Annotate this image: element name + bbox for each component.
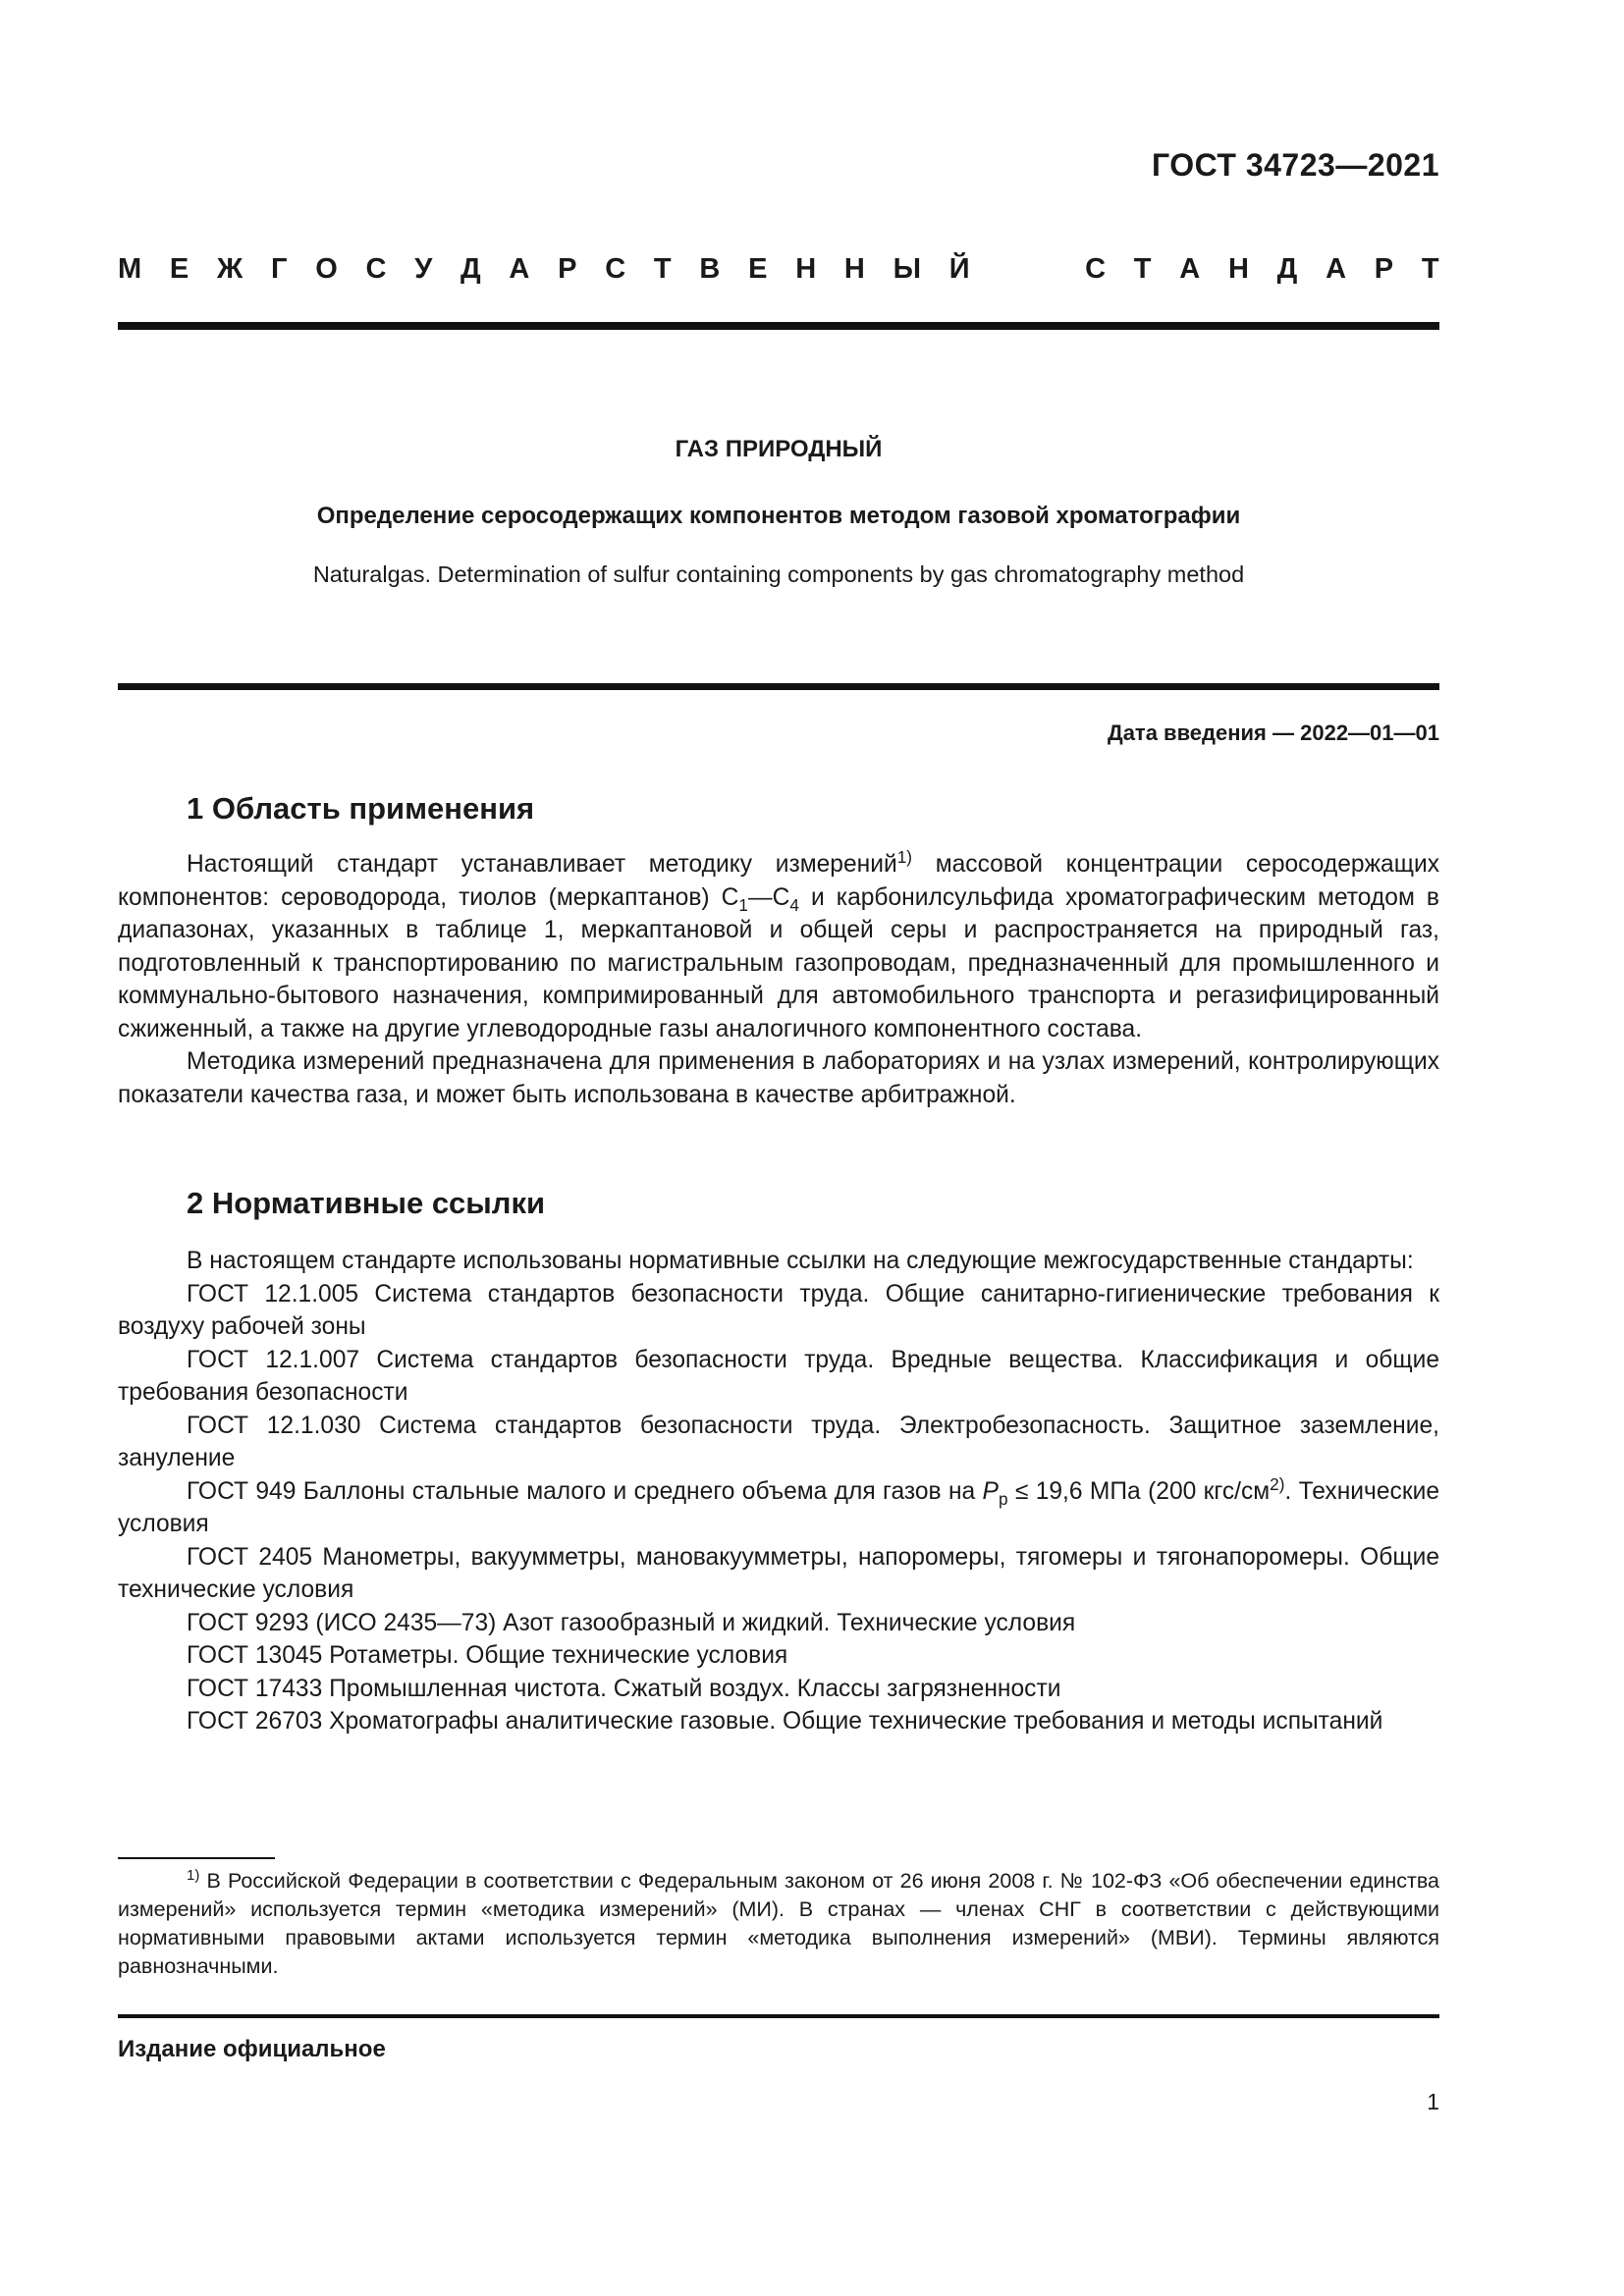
subscript: 1 — [738, 894, 748, 915]
standard-type-letter: Д — [460, 253, 481, 285]
standard-type-letter: Р — [1374, 253, 1394, 285]
symbol-p: P — [982, 1477, 999, 1505]
standard-type-letter: У — [414, 253, 433, 285]
footnote-separator — [118, 1857, 275, 1859]
page-number: 1 — [1427, 2089, 1439, 2114]
normative-reference: ГОСТ 9293 (ИСО 2435—73) Азот газообразный и жидкий. Технические условия — [187, 1609, 1076, 1636]
footnote-ref[interactable]: 1) — [896, 846, 913, 867]
standard-type-letter: Т — [653, 253, 672, 285]
section-2-intro: В настоящем стандарте использованы нормативные ссылки на следующие межгосударственные стандарты: — [187, 1248, 1414, 1274]
standard-type-letter: Т — [1421, 253, 1439, 285]
standard-type-letter: М — [118, 253, 142, 285]
text-run: Настоящий стандарт устанавливает методику измерений — [187, 851, 897, 878]
standard-type-letter: Й — [948, 253, 970, 285]
standard-type-letter: С — [605, 253, 626, 285]
normative-reference — [118, 1475, 1439, 1541]
standard-type-letter: А — [1179, 253, 1201, 285]
section-2-heading: 2 Нормативные ссылки — [187, 1186, 546, 1220]
standard-type-letter: О — [315, 253, 338, 285]
standard-type-letter: Г — [270, 253, 288, 285]
text-run: —С — [747, 883, 790, 911]
normative-reference: ГОСТ 12.1.007 Система стандартов безопасности труда. Вредные вещества. Классификация и общие требования безопасности — [118, 1346, 1439, 1406]
normative-reference: ГОСТ 13045 Ротаметры. Общие технические условия — [187, 1642, 788, 1669]
normative-reference: ГОСТ 12.1.005 Система стандартов безопасности труда. Общие санитарно-гигиенические требования к воздуху рабочей зоны — [118, 1280, 1439, 1340]
standard-type-letter: Н — [1227, 253, 1249, 285]
document-title-english: Naturalgas. Determination of sulfur containing components by gas chromatography method — [312, 561, 1245, 587]
document-number: ГОСТ 34723—2021 — [1151, 147, 1439, 183]
subscript: р — [998, 1488, 1008, 1509]
section-1-heading: 1 Область применения — [187, 791, 535, 826]
text-run: ГОСТ 949 Баллоны стальные малого и среднего объема для газов на — [187, 1477, 983, 1505]
section-1-body — [118, 848, 1439, 1111]
section-2-body — [118, 1245, 1439, 1738]
standard-type-letter: А — [1326, 253, 1347, 285]
text-run: ≤ 19,6 МПа (200 кгс/см — [1007, 1477, 1271, 1505]
document-subtitle: Определение серосодержащих компонентов методом газовой хроматографии — [316, 503, 1241, 529]
subscript: 4 — [789, 894, 799, 915]
standard-type-letter: Т — [1133, 253, 1152, 285]
standard-type-letter: Н — [795, 253, 817, 285]
text-run: . Технические условия — [118, 1477, 1439, 1537]
standard-type-letter: Н — [843, 253, 865, 285]
standard-type-letter: Ж — [217, 253, 244, 285]
standard-type-letter: Д — [1276, 253, 1298, 285]
footnote-marker: 1) — [187, 1866, 200, 1884]
document-page — [118, 0, 1439, 2296]
normative-reference: ГОСТ 2405 Манометры, вакуумметры, мановакуумметры, напоромеры, тягомеры и тягонапоромеры. Общие технические условия — [118, 1543, 1439, 1603]
introduction-date: Дата введения — 2022—01—01 — [1108, 721, 1439, 745]
standard-type-title — [118, 253, 1439, 286]
normative-reference: ГОСТ 17433 Промышленная чистота. Сжатый воздух. Классы загрязненности — [187, 1675, 1061, 1702]
standard-type-letter: А — [509, 253, 530, 285]
edition-label: Издание официальное — [118, 2036, 386, 2062]
text-run: В Российской Федерации в соответствии с Федеральным законом от 26 июня 2008 г. № 102-ФЗ «Об обеспечении единства измерений» используется термин «методика измерений» (МИ). В странах — членах СНГ в соответствии с действующими нормативными правовыми актами используется термин «методика выполнения измерений» (МВИ). Термины являются равнозначными. — [118, 1869, 1439, 1978]
superscript: 2) — [1270, 1473, 1285, 1494]
standard-type-letter: Е — [169, 253, 189, 285]
standard-type-letter: Е — [748, 253, 768, 285]
normative-reference: ГОСТ 12.1.030 Система стандартов безопасности труда. Электробезопасность. Защитное заземление, зануление — [118, 1412, 1439, 1471]
text-run: и карбонилсульфида хроматографическим методом в диапазонах, указанных в таблице 1, меркаптановой и общей серы и распространяется на природный газ, подготовленный к транспортированию по магистральным газопроводам, предназначенный для промышленного и коммунально-бытового назначения, компримированный для автомобильного транспорта и регазифицированный сжиженный, а также на другие углеводородные газы аналогичного компонентного состава. — [118, 883, 1439, 1042]
document-title: ГАЗ ПРИРОДНЫЙ — [675, 436, 883, 462]
title-divider — [118, 683, 1439, 690]
text-run: массовой концентрации серосодержащих компонентов: сероводорода, тиолов (меркаптанов) С — [118, 851, 1440, 911]
standard-type-letter: Ы — [893, 253, 921, 285]
standard-type-letter: С — [365, 253, 387, 285]
standard-type-letter: Р — [558, 253, 577, 285]
section-1-paragraph-1 — [118, 848, 1439, 1045]
footnote-text — [118, 1867, 1439, 1981]
standard-type-letter: С — [1085, 253, 1107, 285]
footer-divider — [118, 2014, 1439, 2018]
standard-type-letter: В — [699, 253, 721, 285]
footnote — [118, 1867, 1439, 1981]
section-1-paragraph-2: Методика измерений предназначена для применения в лабораториях и на узлах измерений, контролирующих показатели качества газа, и может быть использована в качестве арбитражной. — [118, 1048, 1439, 1108]
normative-reference: ГОСТ 26703 Хроматографы аналитические газовые. Общие технические требования и методы испытаний — [187, 1708, 1383, 1735]
header-divider — [118, 322, 1439, 330]
